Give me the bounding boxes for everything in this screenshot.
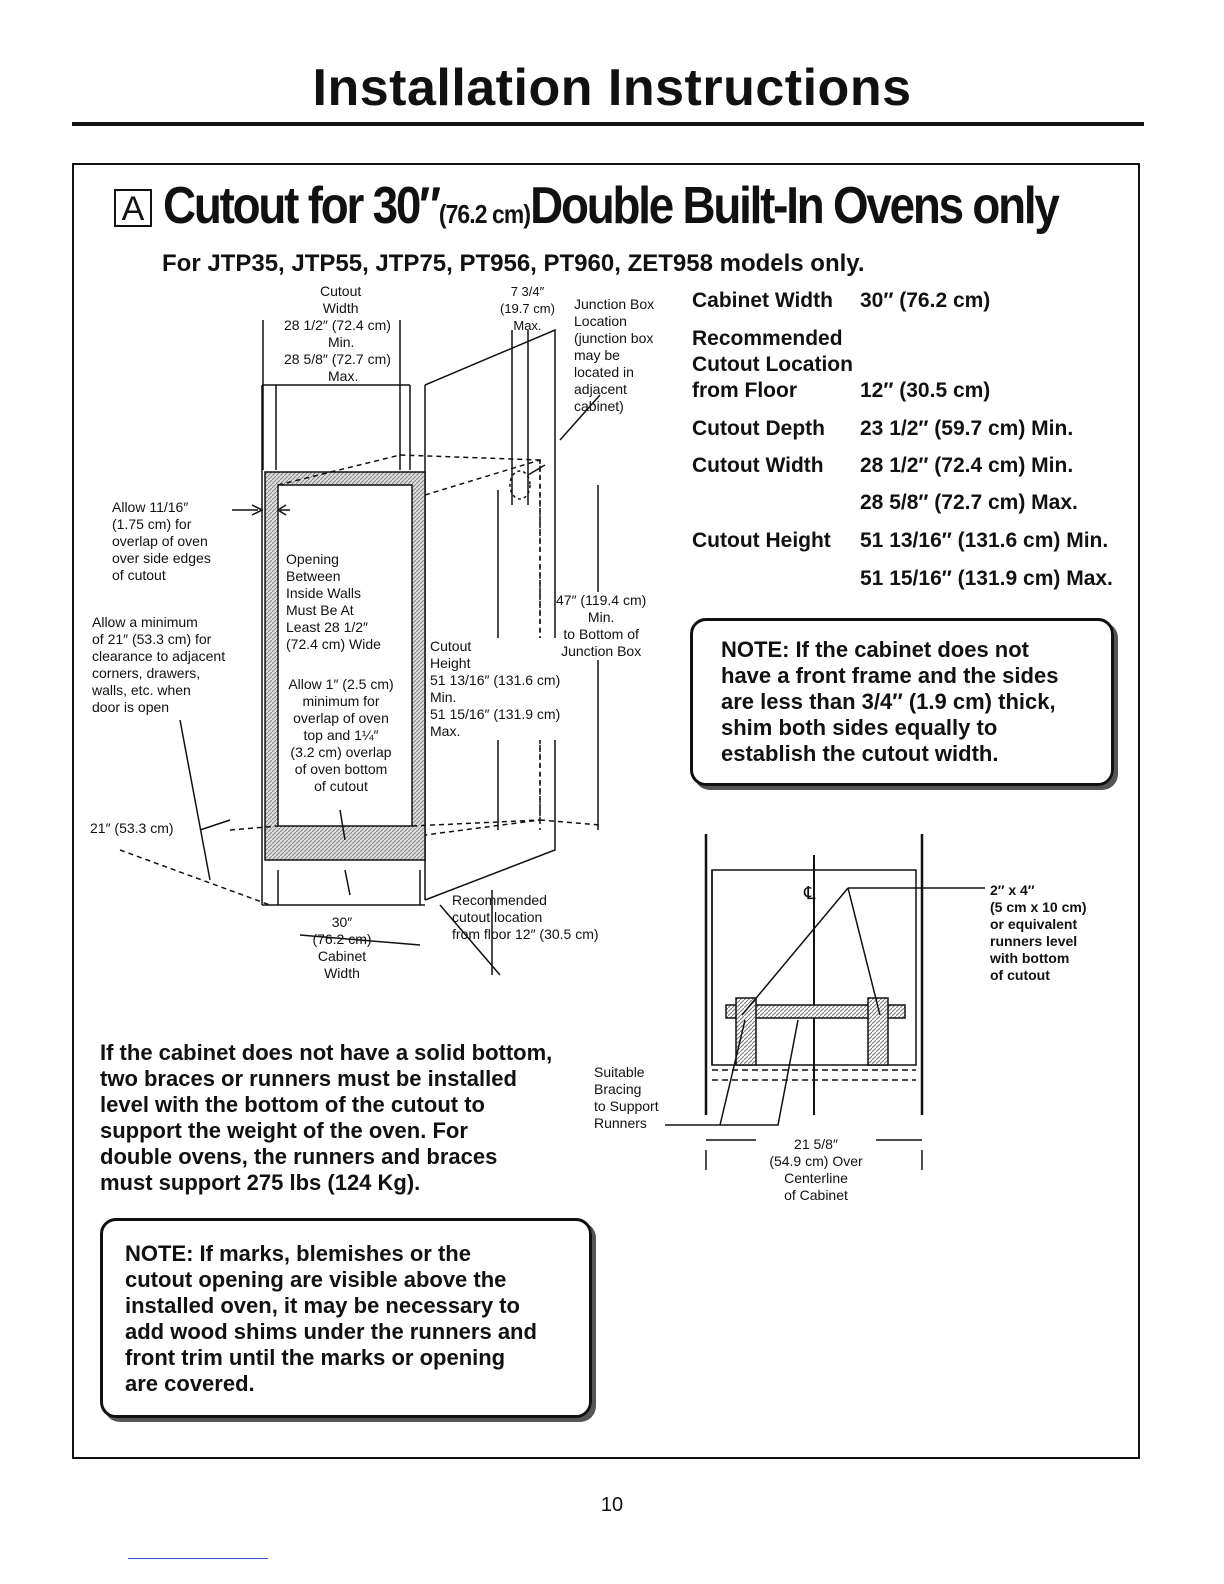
- label-line: located in: [574, 364, 634, 380]
- label-line: may be: [574, 347, 620, 363]
- label-line: (junction box: [574, 330, 654, 346]
- label-line: to Bottom of: [563, 626, 639, 642]
- label-line: of Cabinet: [784, 1187, 848, 1203]
- label-line: Recommended: [452, 892, 547, 908]
- label-line: Location: [574, 313, 627, 329]
- label-line: (54.9 cm) Over: [769, 1153, 863, 1169]
- label-line: Must Be At: [286, 602, 354, 618]
- section-title-rest: Double Built-In Ovens only: [530, 177, 1058, 235]
- note-line: have a front frame and the sides: [721, 663, 1059, 688]
- clearance-21-label: 21″ (53.3 cm): [90, 820, 174, 836]
- note-line: front trim until the marks or opening: [125, 1345, 506, 1370]
- label-line: of oven bottom: [294, 761, 388, 777]
- page-number: 10: [600, 1494, 624, 1516]
- spec-value: 30″ (76.2 cm): [860, 289, 991, 312]
- spec-label: Cutout Width: [692, 454, 824, 477]
- spec-value: 51 15/16″ (131.9 cm) Max.: [860, 567, 1113, 590]
- page-title: Installation Instructions: [312, 59, 912, 117]
- label-line: walls, etc. when: [92, 682, 191, 698]
- label-line: Max.: [328, 368, 359, 384]
- label-line: (19.7 cm): [500, 301, 555, 316]
- label-line: Cutout: [430, 638, 472, 654]
- label-line: runners level: [990, 933, 1078, 949]
- label-line: minimum for: [302, 693, 380, 709]
- models-line: For JTP35, JTP55, JTP75, PT956, PT960, ZET958 models only.: [162, 250, 865, 277]
- label-line: cabinet): [574, 398, 624, 414]
- label-line: door is open: [92, 699, 170, 715]
- note-line: NOTE: If marks, blemishes or the: [125, 1241, 471, 1266]
- label-line: Max.: [430, 723, 461, 739]
- label-line: corners, drawers,: [92, 665, 201, 681]
- label-line: 2″ x 4″: [990, 882, 1035, 898]
- label-line: of cutout: [314, 778, 368, 794]
- braces-line: support the weight of the oven. For: [100, 1118, 468, 1143]
- spec-value: 12″ (30.5 cm): [860, 379, 991, 402]
- label-line: (3.2 cm) overlap: [290, 744, 392, 760]
- spec-value: 23 1/2″ (59.7 cm) Min.: [860, 417, 1074, 440]
- label-line: with bottom: [990, 950, 1070, 966]
- label-line: (1.75 cm) for: [112, 516, 192, 532]
- label-line: Least 28 1/2″: [286, 619, 369, 635]
- braces-line: two braces or runners must be installed: [100, 1066, 517, 1091]
- label-line: Height: [430, 655, 471, 671]
- section-title-main: Cutout for 30″: [163, 177, 439, 235]
- label-line: top and 1¼″: [303, 727, 379, 743]
- label-line: of 21″ (53.3 cm) for: [92, 631, 212, 647]
- label-line: adjacent: [574, 381, 627, 397]
- label-line: Inside Walls: [286, 585, 361, 601]
- label-line: (76.2 cm): [312, 931, 372, 947]
- label-line: of cutout: [112, 567, 166, 583]
- label-line: Allow 1″ (2.5 cm): [288, 676, 394, 692]
- spec-label: Cutout Depth: [692, 417, 825, 440]
- label-line: Width: [322, 300, 359, 316]
- label-line: from floor 12″ (30.5 cm): [452, 926, 599, 942]
- label-line: to Support: [594, 1098, 659, 1114]
- spec-value: 28 1/2″ (72.4 cm) Min.: [860, 454, 1074, 477]
- label-line: 28 1/2″ (72.4 cm): [284, 317, 391, 333]
- label-line: 28 5/8″ (72.7 cm): [284, 351, 391, 367]
- label-line: (72.4 cm) Wide: [286, 636, 381, 652]
- centerline-symbol: ℄: [804, 883, 816, 903]
- label-line: overlap of oven: [112, 533, 208, 549]
- label-line: clearance to adjacent: [92, 648, 226, 664]
- note-line: add wood shims under the runners and: [125, 1319, 537, 1344]
- span-label: [756, 1136, 876, 1204]
- label-line: Between: [286, 568, 341, 584]
- label-line: Centerline: [784, 1170, 848, 1186]
- spec-value: 28 5/8″ (72.7 cm) Max.: [860, 491, 1078, 514]
- spec-label: Cutout Location: [692, 353, 853, 376]
- spec-label: Cutout Height: [692, 529, 831, 552]
- label-line: Opening: [286, 551, 339, 567]
- label-line: Junction Box: [561, 643, 642, 659]
- section-letter-box: A: [114, 189, 152, 227]
- label-line: overlap of oven: [293, 710, 389, 726]
- label-line: Max.: [513, 318, 542, 333]
- section-title-metric: (76.2 cm): [438, 199, 531, 229]
- label-line: Runners: [594, 1115, 647, 1131]
- spec-label: from Floor: [692, 379, 797, 402]
- label-line: 51 13/16″ (131.6 cm): [430, 672, 561, 688]
- label-line: or equivalent: [990, 916, 1078, 932]
- label-line: 7 3/4″: [510, 284, 545, 299]
- braces-line: must support 275 lbs (124 Kg).: [100, 1170, 421, 1195]
- label-line: 51 15/16″ (131.9 cm): [430, 706, 561, 722]
- label-line: Min.: [430, 689, 457, 705]
- footer-rule: [128, 1558, 268, 1559]
- label-line: Allow 11/16″: [112, 499, 189, 515]
- label-line: Junction Box: [574, 296, 655, 312]
- spec-label: Recommended: [692, 327, 843, 350]
- label-line: Suitable: [594, 1064, 645, 1080]
- label-line: of cutout: [990, 967, 1050, 983]
- label-line: Cabinet: [317, 948, 367, 964]
- spec-label: Cabinet Width: [692, 289, 833, 312]
- braces-line: If the cabinet does not have a solid bottom,: [100, 1040, 553, 1065]
- note-line: cutout opening are visible above the: [125, 1267, 507, 1292]
- note-line: NOTE: If the cabinet does not: [721, 637, 1030, 662]
- label-line: Allow a minimum: [92, 614, 198, 630]
- label-line: Bracing: [594, 1081, 642, 1097]
- spec-value: 51 13/16″ (131.6 cm) Min.: [860, 529, 1109, 552]
- braces-line: double ovens, the runners and braces: [100, 1144, 498, 1169]
- note-line: establish the cutout width.: [721, 741, 999, 766]
- braces-line: level with the bottom of the cutout to: [100, 1092, 485, 1117]
- label-line: 30″: [331, 914, 353, 930]
- label-line: 21 5/8″: [794, 1136, 838, 1152]
- label-line: (5 cm x 10 cm): [990, 899, 1087, 915]
- label-line: 47″ (119.4 cm): [556, 592, 647, 608]
- label-line: Min.: [328, 334, 355, 350]
- label-line: Min.: [587, 609, 615, 625]
- note-line: installed oven, it may be necessary to: [125, 1293, 520, 1318]
- label-line: over side edges: [112, 550, 211, 566]
- note-line: shim both sides equally to: [721, 715, 998, 740]
- bracing-label: [594, 1064, 659, 1132]
- runner-left: [736, 998, 756, 1065]
- note-line: are less than 3/4″ (1.9 cm) thick,: [721, 689, 1056, 714]
- runners-label: [990, 882, 1087, 984]
- note-line: are covered.: [125, 1371, 255, 1396]
- label-line: Width: [324, 965, 360, 981]
- label-line: Cutout: [320, 283, 362, 299]
- label-line: cutout location: [452, 909, 543, 925]
